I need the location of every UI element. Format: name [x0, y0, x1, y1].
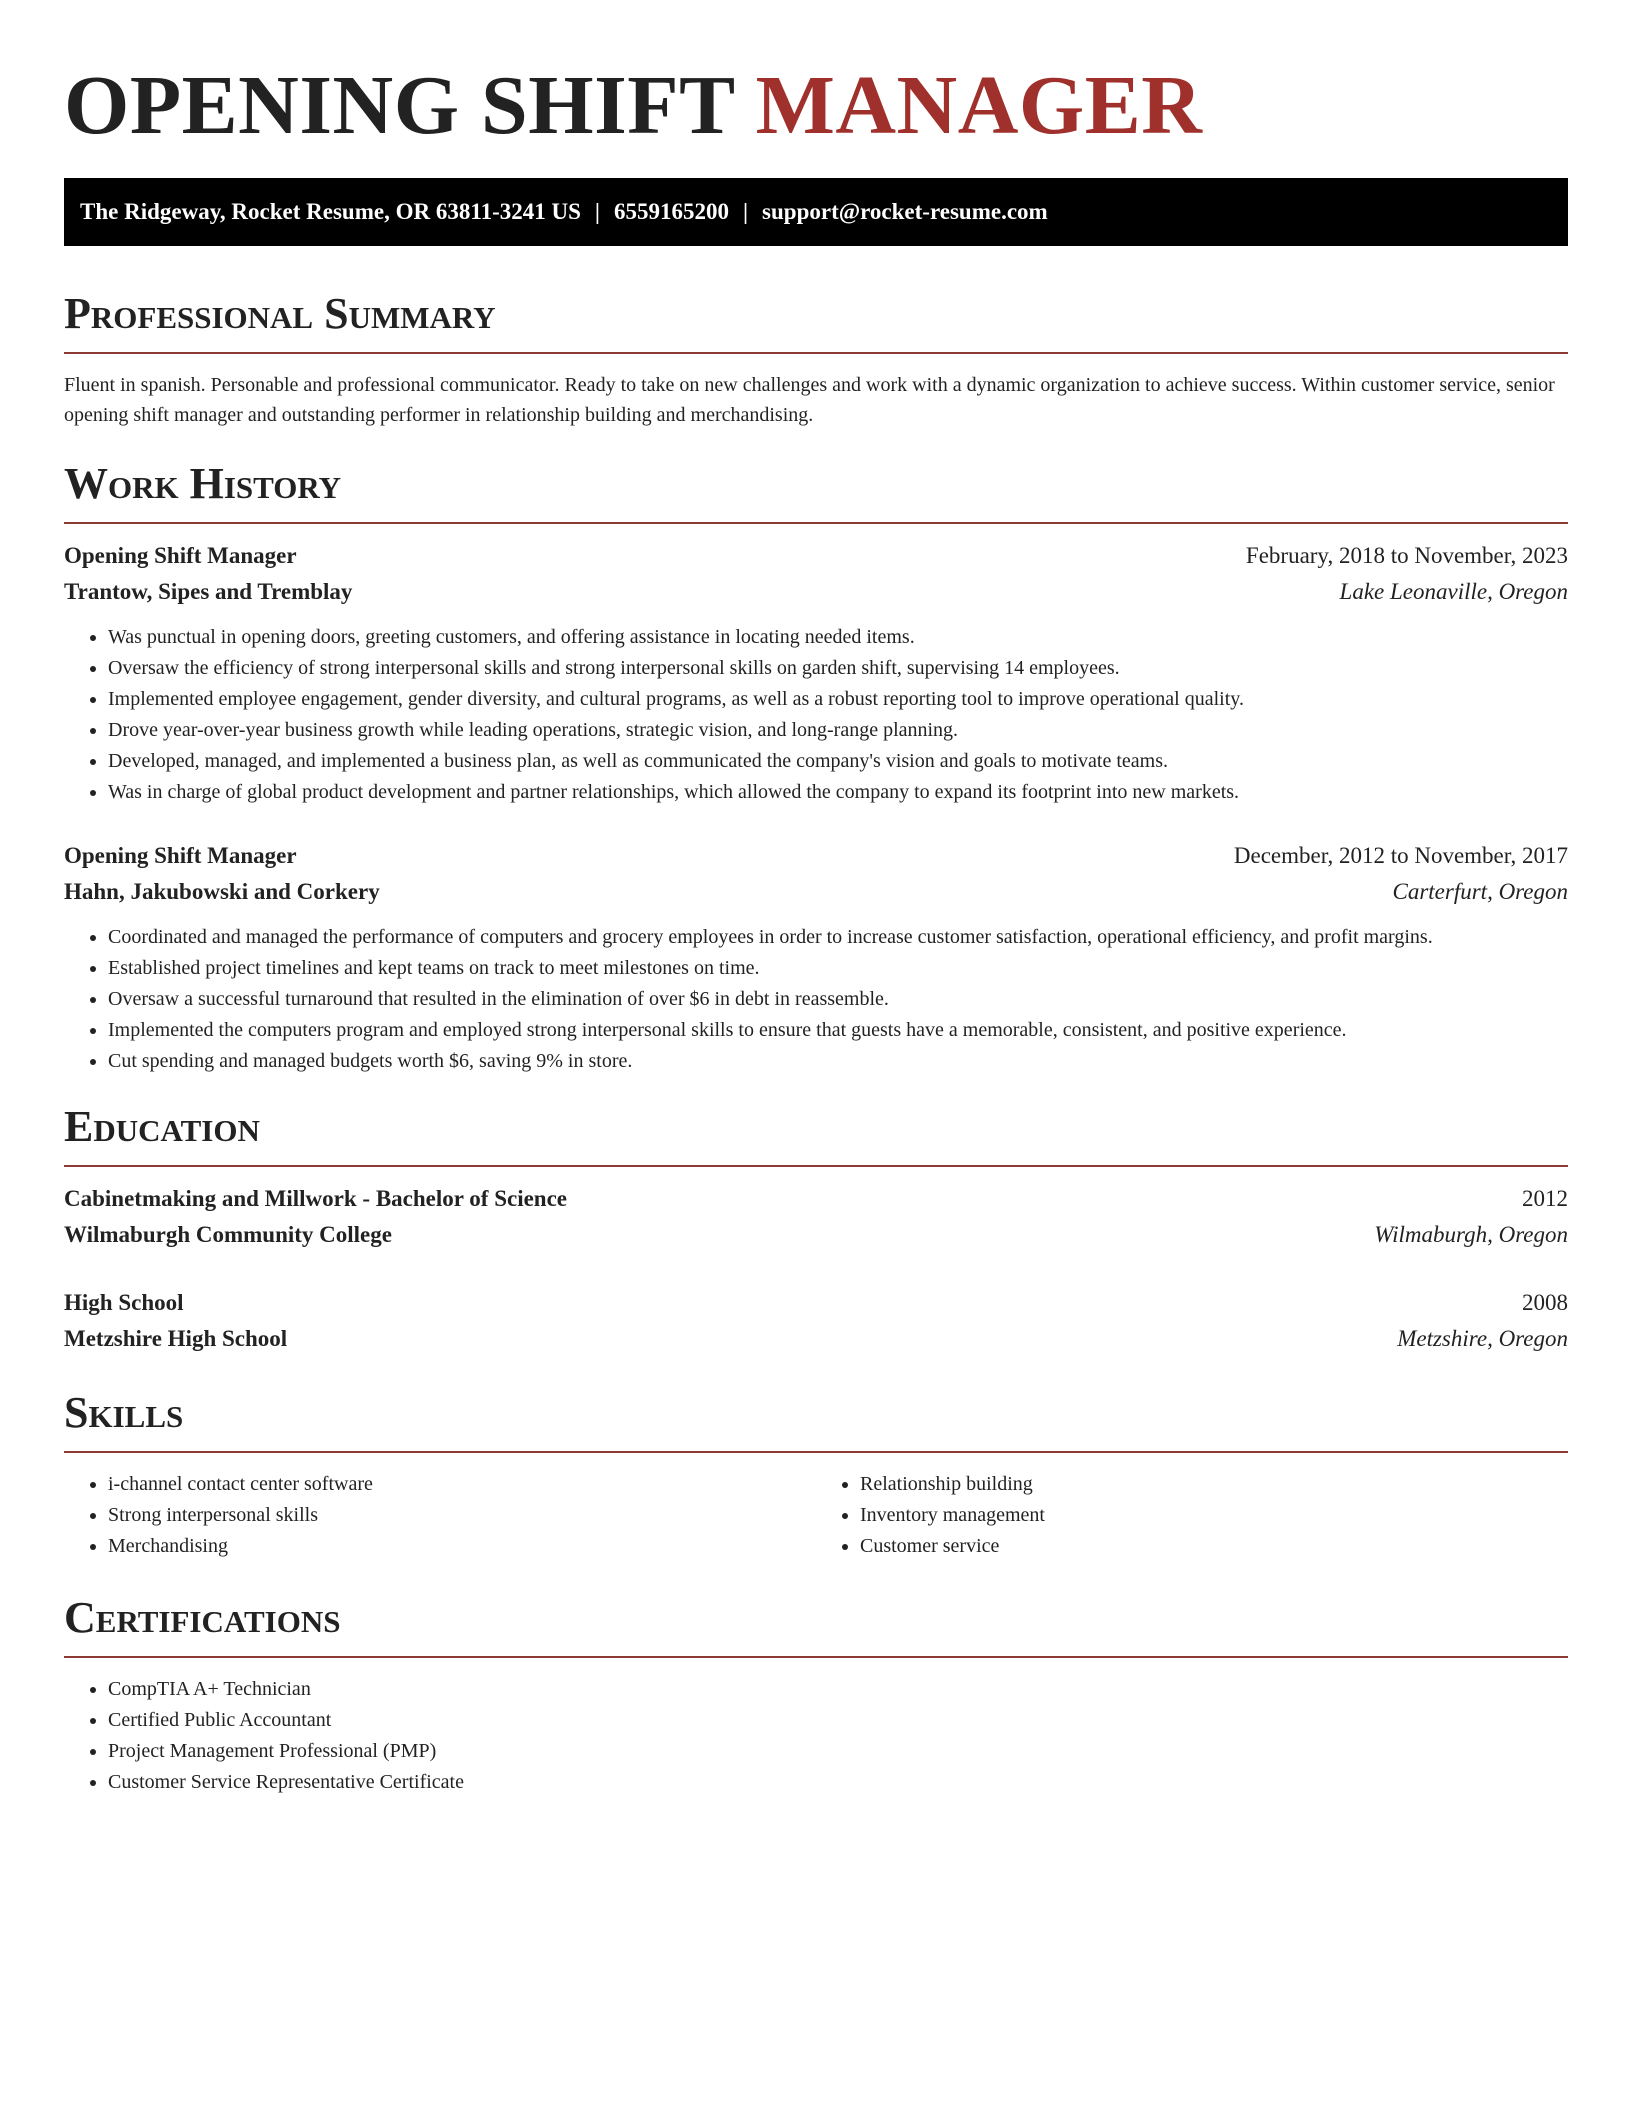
section-title-certifications: Certifications: [64, 1593, 341, 1642]
education-location: Metzshire, Oregon: [1397, 1326, 1568, 1351]
list-item: • Was in charge of global product development and partner relationships, which allowed the company to expand its footprint into new markets.: [108, 777, 1568, 808]
job-company: Trantow, Sipes and Tremblay: [64, 579, 353, 604]
list-item: • Was punctual in opening doors, greeting customers, and offering assistance in locating needed items.: [108, 622, 1568, 653]
education-school: Metzshire High School: [64, 1326, 288, 1351]
job-company-row: [64, 874, 1568, 910]
section-divider: [64, 1656, 1568, 1658]
job-company: Hahn, Jakubowski and Corkery: [64, 879, 380, 904]
skills-column-1: [64, 1469, 816, 1562]
list-item: • Coordinated and managed the performance of computers and grocery employees in order to increase customer satisfaction, operational efficiency, and profit margins.: [108, 922, 1568, 953]
job-location: Carterfurt, Oregon: [1392, 879, 1568, 904]
summary-section: [64, 286, 1568, 430]
certifications-list: [64, 1674, 1568, 1798]
education-entry: [64, 1285, 1568, 1357]
job-role: Opening Shift Manager: [64, 843, 297, 868]
skills-grid: [64, 1469, 1568, 1562]
education-school-row: [64, 1321, 1568, 1357]
job-header-row: [64, 538, 1568, 574]
list-item: • Merchandising: [108, 1531, 816, 1562]
skills-section: [64, 1385, 1568, 1562]
job-bullets: [64, 922, 1568, 1077]
list-item: • Certified Public Accountant: [108, 1705, 1568, 1736]
summary-text: Fluent in spanish. Personable and professional communicator. Ready to take on new challenges and work with a dynamic organization to achieve success. Within customer service, senior opening shift manager and outstanding performer in relationship building and merchandising.: [64, 374, 1555, 426]
list-item: • Oversaw the efficiency of strong interpersonal skills and strong interpersonal skills on garden shift, supervising 14 employees.: [108, 653, 1568, 684]
section-title-work-history: Work History: [64, 459, 342, 508]
job-dates: December, 2012 to November, 2017: [1233, 843, 1568, 868]
contact-email[interactable]: support@rocket-resume.com: [762, 199, 1048, 224]
list-item: • Implemented employee engagement, gender diversity, and cultural programs, as well as a robust reporting tool to improve operational quality.: [108, 684, 1568, 715]
job-bullets: [64, 622, 1568, 808]
education-section: [64, 1099, 1568, 1357]
job-role: Opening Shift Manager: [64, 543, 297, 568]
section-divider: [64, 1165, 1568, 1167]
job-location: Lake Leonaville, Oregon: [1339, 579, 1568, 604]
education-year: 2008: [1522, 1290, 1568, 1315]
certifications-section: [64, 1590, 1568, 1798]
list-item: • Customer service: [860, 1531, 1568, 1562]
list-item: • CompTIA A+ Technician: [108, 1674, 1568, 1705]
list-item: • Customer Service Representative Certificate: [108, 1767, 1568, 1798]
work-history-section: [64, 456, 1568, 1077]
job-dates: February, 2018 to November, 2023: [1245, 543, 1568, 568]
education-entry: [64, 1181, 1568, 1253]
education-location: Wilmaburgh, Oregon: [1374, 1222, 1568, 1247]
education-header-row: [64, 1285, 1568, 1321]
list-item: • Relationship building: [860, 1469, 1568, 1500]
job-entry: [64, 838, 1568, 1077]
section-divider: [64, 1451, 1568, 1453]
title-main: OPENING SHIFT: [64, 59, 735, 152]
title-accent: MANAGER: [755, 59, 1203, 152]
education-school-row: [64, 1217, 1568, 1253]
job-header-row: [64, 838, 1568, 874]
list-item: • Established project timelines and kept teams on track to meet milestones on time.: [108, 953, 1568, 984]
list-item: • Inventory management: [860, 1500, 1568, 1531]
section-divider: [64, 522, 1568, 524]
contact-separator: |: [594, 199, 600, 224]
list-item: • i-channel contact center software: [108, 1469, 816, 1500]
education-year: 2012: [1522, 1186, 1568, 1211]
list-item: • Cut spending and managed budgets worth $6, saving 9% in store.: [108, 1046, 1568, 1077]
contact-separator: |: [742, 199, 749, 224]
contact-bar: [64, 178, 1568, 246]
job-company-row: [64, 574, 1568, 610]
contact-address: The Ridgeway, Rocket Resume, OR 63811-3241 US: [80, 199, 581, 224]
education-degree: Cabinetmaking and Millwork - Bachelor of Science: [64, 1186, 568, 1211]
section-title-summary: Professional Summary: [64, 289, 496, 338]
list-item: • Implemented the computers program and employed strong interpersonal skills to ensure that guests have a memorable, consistent, and positive experience.: [108, 1015, 1568, 1046]
list-item: • Developed, managed, and implemented a business plan, as well as communicated the company's vision and goals to motivate teams.: [108, 746, 1568, 777]
skills-column-2: [816, 1469, 1568, 1562]
list-item: • Strong interpersonal skills: [108, 1500, 816, 1531]
section-title-education: Education: [64, 1102, 260, 1151]
list-item: • Oversaw a successful turnaround that resulted in the elimination of over $6 in debt in reassemble.: [108, 984, 1568, 1015]
section-title-skills: Skills: [64, 1388, 184, 1437]
education-school: Wilmaburgh Community College: [64, 1222, 392, 1247]
contact-phone[interactable]: 6559165200: [613, 199, 729, 224]
list-item: • Drove year-over-year business growth while leading operations, strategic vision, and long-range planning.: [108, 715, 1568, 746]
section-divider: [64, 352, 1568, 354]
job-entry: [64, 538, 1568, 808]
resume-title: [64, 56, 1568, 156]
list-item: • Project Management Professional (PMP): [108, 1736, 1568, 1767]
education-header-row: [64, 1181, 1568, 1217]
education-degree: High School: [64, 1290, 184, 1315]
